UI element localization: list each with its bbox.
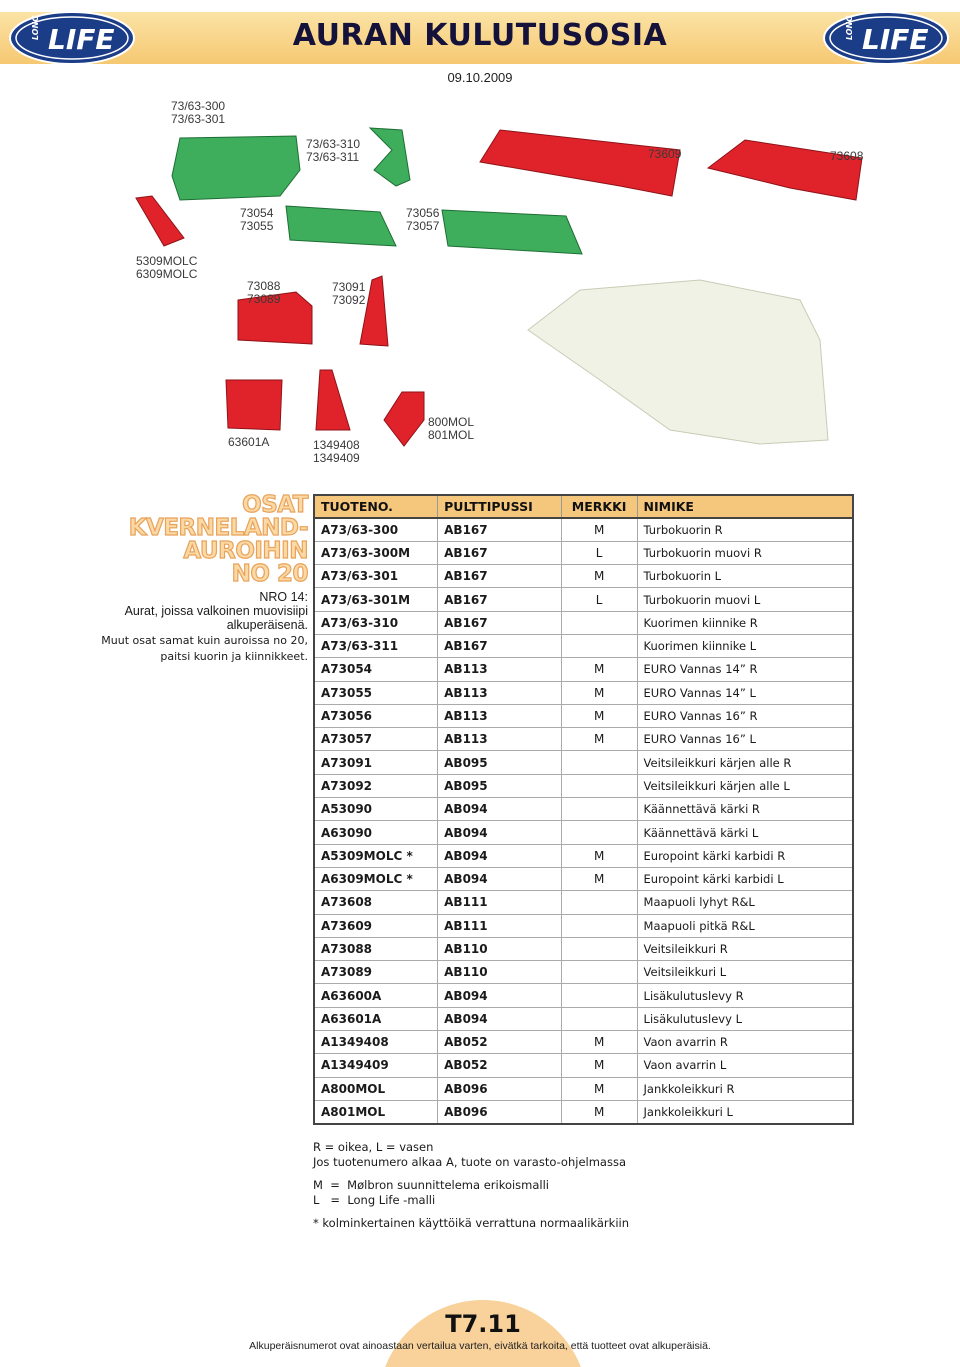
- cell-product-no: A5309MOLC *: [314, 844, 438, 867]
- notes: [313, 1140, 629, 1231]
- table-row: [314, 821, 853, 844]
- header-mark: MERKKI: [561, 495, 637, 518]
- cell-bolt-bag: AB167: [438, 565, 562, 588]
- table-row: [314, 984, 853, 1007]
- cell-product-no: A1349408: [314, 1031, 438, 1054]
- cell-bolt-bag: AB094: [438, 798, 562, 821]
- cell-name: Veitsileikkuri kärjen alle R: [637, 751, 853, 774]
- logo-big-text: LIFE: [862, 23, 929, 56]
- cell-mark: [561, 611, 637, 634]
- cell-mark: [561, 961, 637, 984]
- cell-product-no: A63601A: [314, 1007, 438, 1030]
- cell-mark: M: [561, 1031, 637, 1054]
- part-label: 73608: [830, 149, 864, 163]
- cell-mark: [561, 1007, 637, 1030]
- cell-name: Veitsileikkuri L: [637, 961, 853, 984]
- cell-name: Turbokuorin muovi L: [637, 588, 853, 611]
- cell-name: Maapuoli pitkä R&L: [637, 914, 853, 937]
- cell-name: EURO Vannas 16” L: [637, 728, 853, 751]
- logo-small-text: LONG: [31, 15, 40, 40]
- cell-bolt-bag: AB113: [438, 728, 562, 751]
- table-row: [314, 1077, 853, 1100]
- cell-product-no: A73/63-300M: [314, 541, 438, 564]
- cell-bolt-bag: AB111: [438, 914, 562, 937]
- cell-name: Kuorimen kiinnike L: [637, 634, 853, 657]
- wear-plate-image: [226, 380, 282, 430]
- table-row: [314, 1054, 853, 1077]
- note-line: M = Mølbron suunnittelema erikoismalli: [313, 1178, 550, 1192]
- note-line: R = oikea, L = vasen: [313, 1140, 434, 1154]
- cell-product-no: A73/63-310: [314, 611, 438, 634]
- part-label: 73088 73089: [247, 279, 281, 306]
- side-title-line: NO 20: [231, 561, 308, 587]
- cell-bolt-bag: AB095: [438, 751, 562, 774]
- table-row: [314, 588, 853, 611]
- side-heading: [100, 494, 308, 664]
- cell-bolt-bag: AB113: [438, 681, 562, 704]
- cell-mark: [561, 634, 637, 657]
- cell-mark: [561, 914, 637, 937]
- part-label: 5309MOLC 6309MOLC: [136, 254, 198, 281]
- side-note: paitsi kuorin ja kiinnikkeet.: [160, 650, 308, 663]
- cell-bolt-bag: AB167: [438, 611, 562, 634]
- bracket-image: [370, 128, 410, 186]
- table-row: [314, 961, 853, 984]
- note-line: L = Long Life -malli: [313, 1193, 436, 1207]
- turbo-moldboard-image: [172, 136, 300, 200]
- page-number: T7.11: [445, 1310, 521, 1338]
- cell-product-no: A73/63-311: [314, 634, 438, 657]
- cell-product-no: A63600A: [314, 984, 438, 1007]
- cell-mark: [561, 774, 637, 797]
- cell-product-no: A73608: [314, 891, 438, 914]
- cell-bolt-bag: AB094: [438, 821, 562, 844]
- landside-long-image: [480, 130, 680, 196]
- cell-bolt-bag: AB113: [438, 658, 562, 681]
- table-row: [314, 658, 853, 681]
- cell-product-no: A73056: [314, 704, 438, 727]
- side-title-line: OSAT: [242, 492, 308, 518]
- cell-bolt-bag: AB052: [438, 1031, 562, 1054]
- cell-product-no: A73055: [314, 681, 438, 704]
- cell-name: Turbokuorin R: [637, 518, 853, 541]
- cell-product-no: A63090: [314, 821, 438, 844]
- cell-name: Vaon avarrin R: [637, 1031, 853, 1054]
- cell-product-no: A73092: [314, 774, 438, 797]
- part-label: 73054 73055: [240, 206, 274, 233]
- cell-product-no: A801MOL: [314, 1100, 438, 1123]
- cell-mark: M: [561, 658, 637, 681]
- table-row: [314, 914, 853, 937]
- cell-mark: M: [561, 565, 637, 588]
- cell-name: Jankkoleikkuri L: [637, 1100, 853, 1123]
- table-row: [314, 1031, 853, 1054]
- logo-small-text: LONG: [845, 15, 854, 40]
- table-row: [314, 867, 853, 890]
- cell-name: Lisäkulutuslevy L: [637, 1007, 853, 1030]
- logo-big-text: LIFE: [48, 23, 115, 56]
- cell-mark: [561, 751, 637, 774]
- cell-product-no: A53090: [314, 798, 438, 821]
- plastic-moldboard-image: [528, 280, 828, 444]
- header-product-no: TUOTENO.: [314, 495, 438, 518]
- cell-bolt-bag: AB096: [438, 1077, 562, 1100]
- cell-bolt-bag: AB110: [438, 937, 562, 960]
- parts-table: [313, 494, 854, 1125]
- cell-bolt-bag: AB111: [438, 891, 562, 914]
- parts-illustration: [0, 90, 960, 480]
- table-header-row: [314, 495, 853, 518]
- cell-mark: M: [561, 867, 637, 890]
- table-row: [314, 798, 853, 821]
- cell-bolt-bag: AB094: [438, 867, 562, 890]
- cell-mark: [561, 891, 637, 914]
- cell-name: Veitsileikkuri kärjen alle L: [637, 774, 853, 797]
- cell-name: Europoint kärki karbidi R: [637, 844, 853, 867]
- cell-bolt-bag: AB094: [438, 844, 562, 867]
- part-label: 73091 73092: [332, 280, 366, 307]
- table-row: [314, 611, 853, 634]
- part-label: 1349408 1349409: [313, 438, 360, 465]
- side-title-line: AUROIHIN: [183, 538, 308, 564]
- cell-mark: M: [561, 1054, 637, 1077]
- cell-mark: M: [561, 518, 637, 541]
- table-row: [314, 774, 853, 797]
- cell-bolt-bag: AB167: [438, 518, 562, 541]
- cell-mark: L: [561, 541, 637, 564]
- table-row: [314, 704, 853, 727]
- cell-product-no: A73/63-301: [314, 565, 438, 588]
- cell-name: Käännettävä kärki R: [637, 798, 853, 821]
- part-label: 73056 73057: [406, 206, 440, 233]
- skimmer-image: [384, 392, 424, 446]
- cell-bolt-bag: AB113: [438, 704, 562, 727]
- cell-mark: M: [561, 681, 637, 704]
- cell-mark: L: [561, 588, 637, 611]
- cell-bolt-bag: AB096: [438, 1100, 562, 1123]
- cell-product-no: A73057: [314, 728, 438, 751]
- cell-bolt-bag: AB094: [438, 984, 562, 1007]
- header-name: NIMIKE: [637, 495, 853, 518]
- cell-product-no: A73088: [314, 937, 438, 960]
- cell-product-no: A6309MOLC *: [314, 867, 438, 890]
- table-row: [314, 937, 853, 960]
- cell-name: Lisäkulutuslevy R: [637, 984, 853, 1007]
- part-label: 73/63-300 73/63-301: [171, 99, 226, 126]
- table-row: [314, 634, 853, 657]
- cell-product-no: A800MOL: [314, 1077, 438, 1100]
- cell-name: Kuorimen kiinnike R: [637, 611, 853, 634]
- cell-mark: [561, 821, 637, 844]
- note-line: * kolminkertainen käyttöikä verrattuna normaalikärkiin: [313, 1216, 629, 1230]
- side-note: Muut osat samat kuin auroissa no 20,: [101, 634, 308, 647]
- furrow-widener-image: [316, 370, 350, 430]
- cell-name: Turbokuorin muovi R: [637, 541, 853, 564]
- cell-bolt-bag: AB167: [438, 588, 562, 611]
- cell-mark: M: [561, 1100, 637, 1123]
- table-row: [314, 751, 853, 774]
- cell-bolt-bag: AB167: [438, 541, 562, 564]
- side-description: Aurat, joissa valkoinen muovisiipi: [124, 604, 308, 618]
- point-image: [136, 196, 184, 246]
- table-row: [314, 565, 853, 588]
- cell-bolt-bag: AB052: [438, 1054, 562, 1077]
- table-row: [314, 518, 853, 541]
- cell-name: Veitsileikkuri R: [637, 937, 853, 960]
- side-nro: NRO 14:: [259, 590, 308, 604]
- footer-disclaimer: Alkuperäisnumerot ovat ainoastaan vertailua varten, eivätkä tarkoita, että tuotteet ovat alkuperäisiä.: [249, 1340, 711, 1352]
- page-title: AURAN KULUTUSOSIA: [292, 18, 668, 53]
- cell-mark: [561, 984, 637, 1007]
- cell-name: EURO Vannas 14” R: [637, 658, 853, 681]
- cell-name: Turbokuorin L: [637, 565, 853, 588]
- cell-product-no: A73609: [314, 914, 438, 937]
- cell-name: Käännettävä kärki L: [637, 821, 853, 844]
- side-description: alkuperäisenä.: [226, 618, 308, 632]
- cell-name: Jankkoleikkuri R: [637, 1077, 853, 1100]
- table-row: [314, 891, 853, 914]
- header-bolt-bag: PULTTIPUSSI: [438, 495, 562, 518]
- table-row: [314, 541, 853, 564]
- side-title-line: KVERNELAND-: [128, 515, 308, 541]
- page-date: 09.10.2009: [447, 70, 513, 85]
- cell-bolt-bag: AB094: [438, 1007, 562, 1030]
- cell-bolt-bag: AB110: [438, 961, 562, 984]
- part-label: 800MOL 801MOL: [428, 415, 475, 442]
- cell-mark: M: [561, 728, 637, 751]
- cell-mark: M: [561, 1077, 637, 1100]
- cell-name: Maapuoli lyhyt R&L: [637, 891, 853, 914]
- cell-name: EURO Vannas 16” R: [637, 704, 853, 727]
- cell-bolt-bag: AB095: [438, 774, 562, 797]
- part-label: 63601A: [228, 435, 270, 449]
- cell-product-no: A73089: [314, 961, 438, 984]
- cell-product-no: A73/63-301M: [314, 588, 438, 611]
- cell-mark: [561, 798, 637, 821]
- cell-mark: [561, 937, 637, 960]
- table-row: [314, 1100, 853, 1123]
- table-row: [314, 1007, 853, 1030]
- cell-product-no: A73054: [314, 658, 438, 681]
- table-row: [314, 728, 853, 751]
- cell-name: Europoint kärki karbidi L: [637, 867, 853, 890]
- cell-product-no: A1349409: [314, 1054, 438, 1077]
- cell-name: EURO Vannas 14” L: [637, 681, 853, 704]
- note-line: Jos tuotenumero alkaa A, tuote on varasto-ohjelmassa: [313, 1155, 627, 1169]
- cell-product-no: A73091: [314, 751, 438, 774]
- cell-bolt-bag: AB167: [438, 634, 562, 657]
- part-label: 73609: [648, 147, 682, 161]
- share-16-image: [442, 210, 582, 254]
- cell-product-no: A73/63-300: [314, 518, 438, 541]
- cell-name: Vaon avarrin L: [637, 1054, 853, 1077]
- share-14-image: [286, 206, 396, 246]
- cell-mark: M: [561, 844, 637, 867]
- cell-mark: M: [561, 704, 637, 727]
- table-row: [314, 844, 853, 867]
- table-row: [314, 681, 853, 704]
- part-label: 73/63-310 73/63-311: [306, 137, 361, 164]
